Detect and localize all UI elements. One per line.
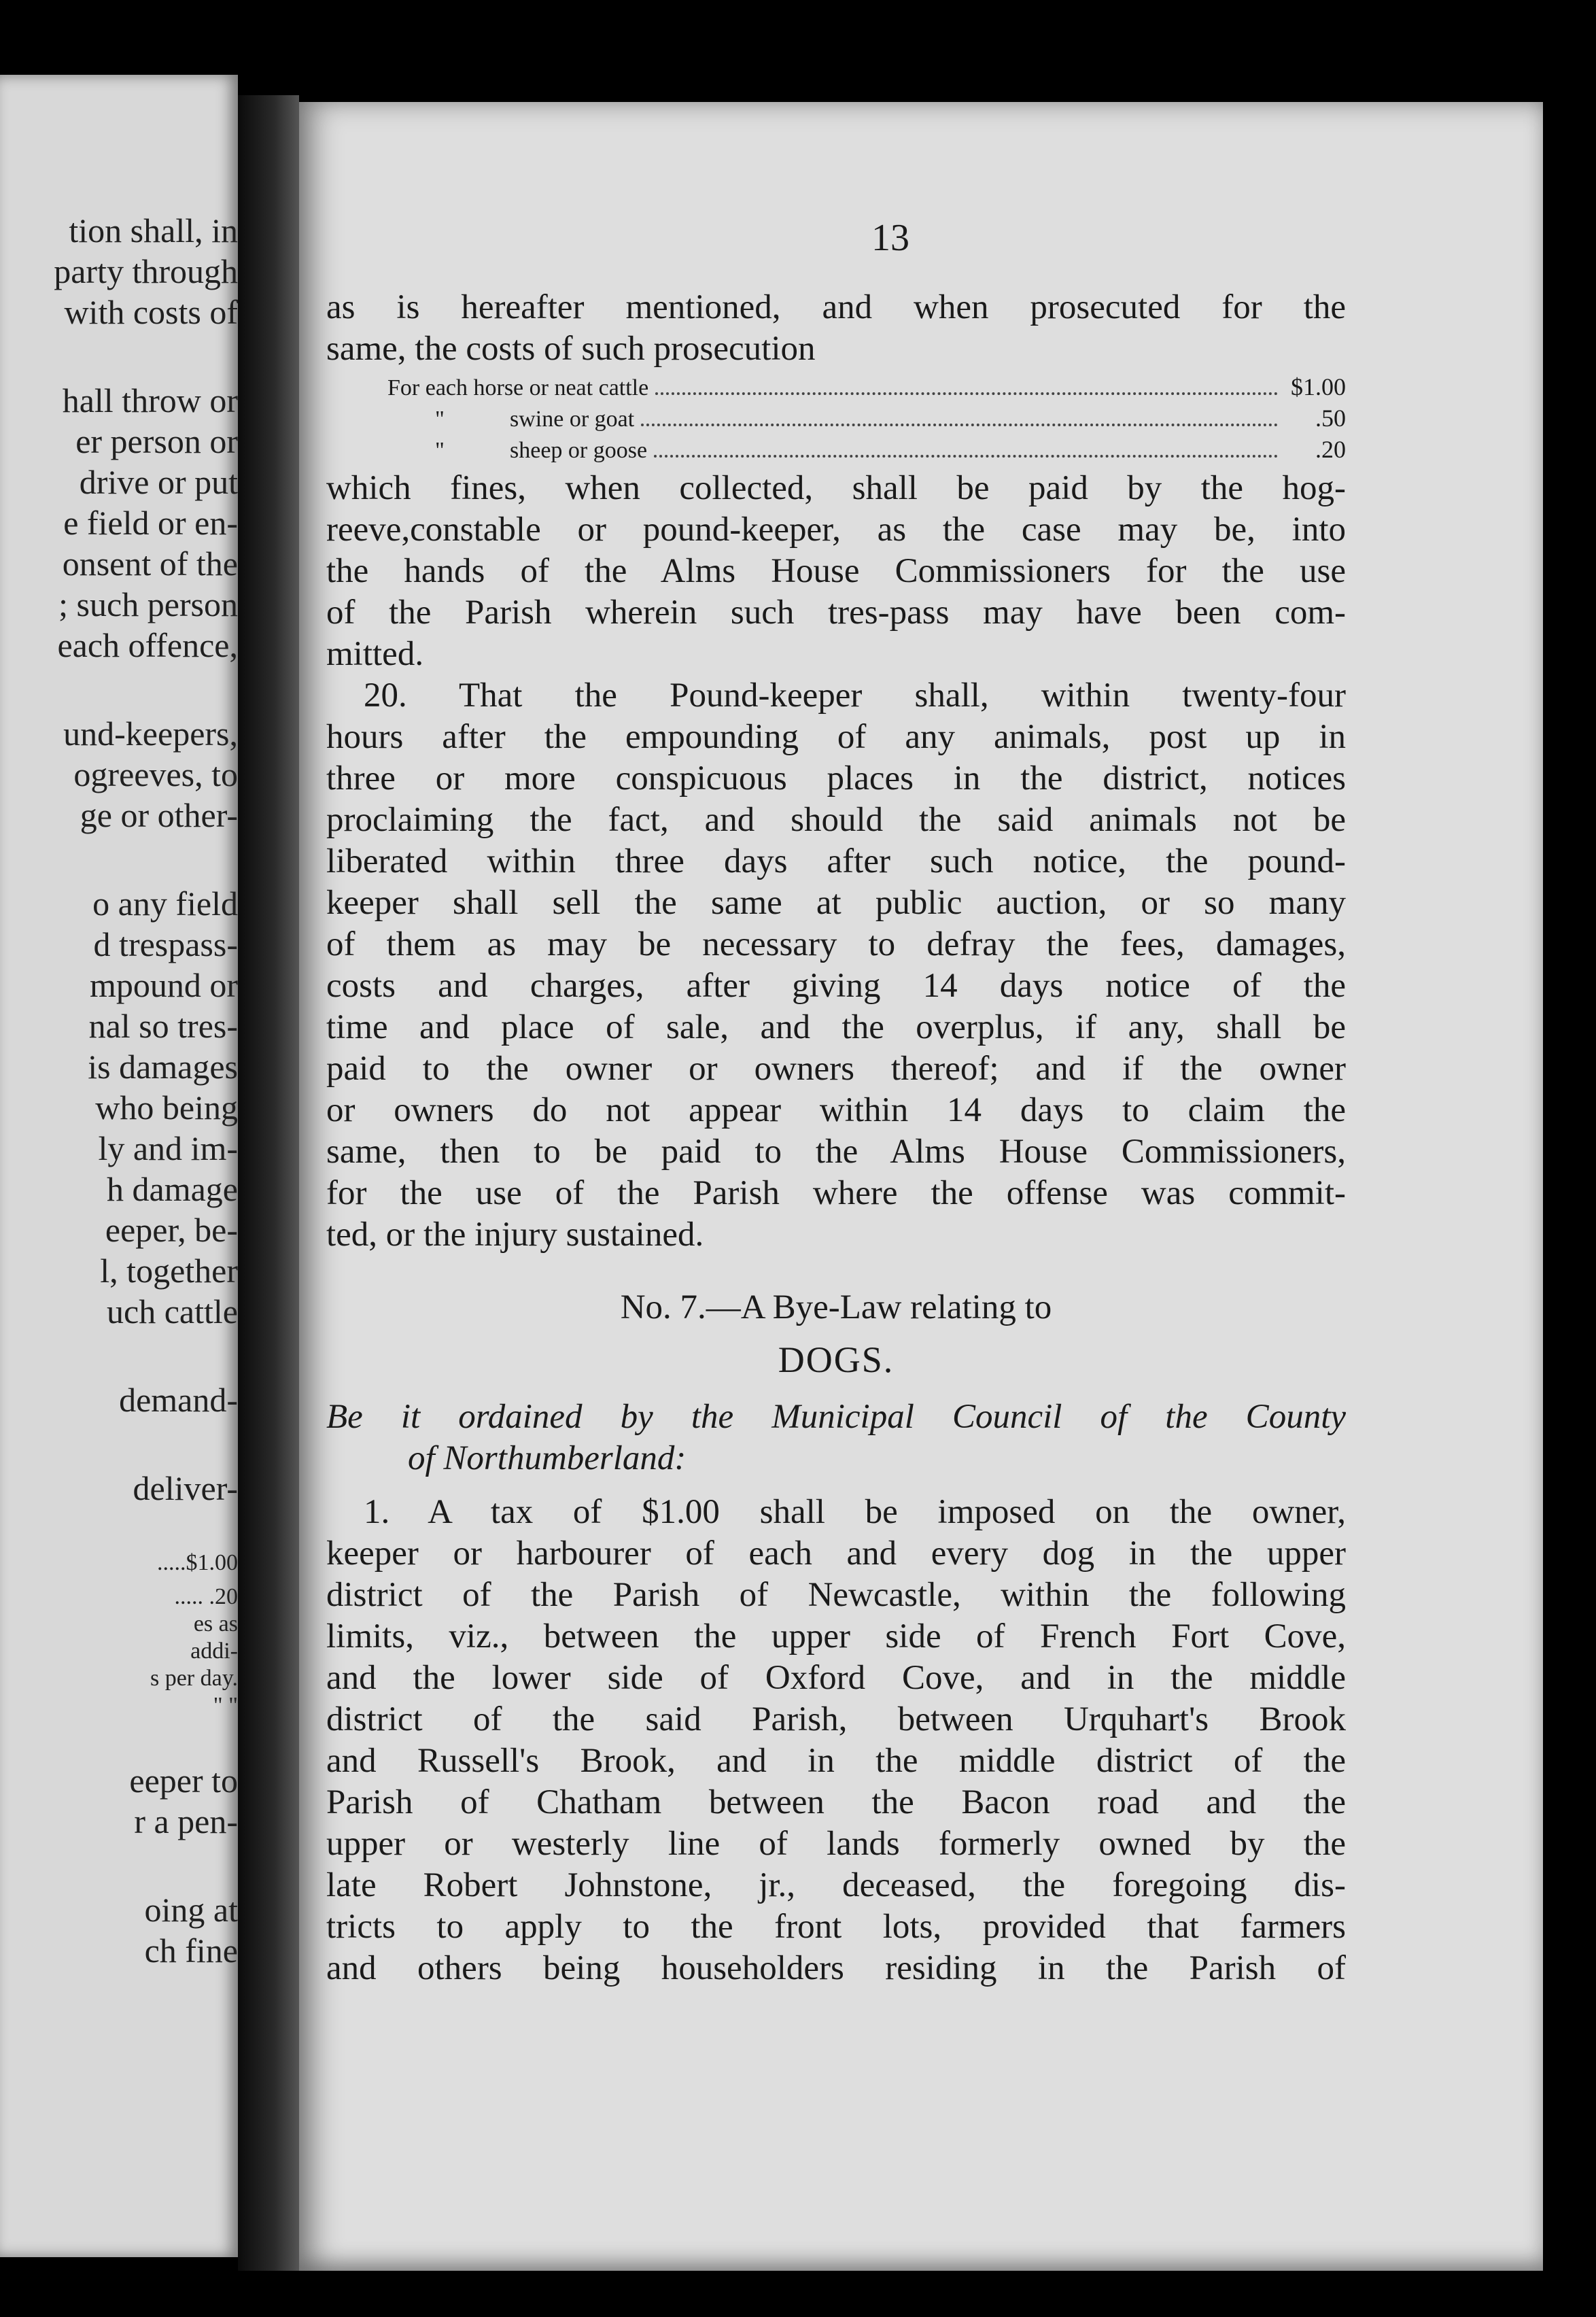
fragment-line: nal so tres- bbox=[88, 1007, 238, 1045]
fragment-line: e field or en- bbox=[63, 504, 238, 542]
text-line: 20. That the Pound-keeper shall, within twenty-four bbox=[364, 676, 1346, 715]
fragment-line: tion shall, in bbox=[69, 211, 238, 250]
text-line: mitted. bbox=[326, 635, 424, 673]
text-line: ted, or the injury sustained. bbox=[326, 1216, 704, 1254]
fragment-line: ..... .20 bbox=[174, 1584, 238, 1609]
fragment-line: eeper to bbox=[129, 1762, 238, 1800]
page-number: 13 bbox=[871, 217, 909, 259]
text-line: or owners do not appear within 14 days to claim the bbox=[326, 1091, 1346, 1129]
fragment-line: onsent of the bbox=[62, 545, 238, 583]
text-line: tricts to apply to the front lots, provided that farmers bbox=[326, 1908, 1346, 1946]
section-20 bbox=[326, 675, 1346, 1256]
text-line: for the use of the Parish where the offense was commit- bbox=[326, 1174, 1346, 1212]
text-line: keeper or harbourer of each and every dog in the upper bbox=[326, 1534, 1346, 1573]
text-line: which fines, when collected, shall be paid by the hog- bbox=[326, 469, 1346, 507]
text-line: same, the costs of such prosecution bbox=[326, 330, 816, 368]
text-line: hours after the empounding of any animals, post up in bbox=[326, 718, 1346, 756]
text-line: late Robert Johnstone, jr., deceased, the foregoing dis- bbox=[326, 1866, 1346, 1904]
leader-dots bbox=[654, 455, 1278, 458]
text-line: Parish of Chatham between the Bacon road and the bbox=[326, 1783, 1346, 1821]
text-line: same, then to be paid to the Alms House Commissioners, bbox=[326, 1133, 1346, 1171]
fee-schedule bbox=[387, 373, 1346, 466]
fragment-line: party through bbox=[54, 252, 238, 290]
text-line: district of the Parish of Newcastle, within the following bbox=[326, 1576, 1346, 1614]
text-line: of them as may be necessary to defray the fees, damages, bbox=[326, 925, 1346, 963]
fragment-line: und-keepers, bbox=[63, 715, 238, 753]
fragment-line: deliver- bbox=[133, 1469, 238, 1507]
fragment-line: drive or put bbox=[79, 463, 238, 501]
text-line: limits, viz., between the upper side of French Fort Cove, bbox=[326, 1617, 1346, 1655]
fragment-line: mpound or bbox=[89, 966, 238, 1004]
fee-row bbox=[387, 373, 1346, 404]
fragment-line: s per day. bbox=[150, 1666, 238, 1691]
leader-dots bbox=[655, 392, 1278, 395]
paragraph-fines bbox=[326, 468, 1346, 675]
text-line: liberated within three days after such notice, the pound- bbox=[326, 842, 1346, 880]
text-line: district of the said Parish, between Urquhart's Brook bbox=[326, 1700, 1346, 1738]
fragment-line: who being bbox=[95, 1088, 238, 1127]
fee-label: sheep or goose bbox=[510, 438, 648, 463]
text-line: time and place of sale, and the overplus, if any, shall be bbox=[326, 1008, 1346, 1046]
ordaining-clause bbox=[326, 1396, 1346, 1479]
fee-amount: .50 bbox=[1315, 405, 1346, 432]
fee-row bbox=[387, 435, 1346, 466]
fragment-line: uch cattle bbox=[107, 1292, 238, 1331]
paragraph-prosecution-costs bbox=[326, 287, 1346, 370]
page-body bbox=[326, 287, 1346, 1989]
fragment-line: demand- bbox=[119, 1381, 238, 1419]
fragment-line: ogreeves, to bbox=[73, 755, 238, 793]
fee-amount: .20 bbox=[1315, 436, 1346, 463]
fragment-line: " " bbox=[213, 1693, 238, 1718]
fee-label: For each horse or neat cattle bbox=[387, 375, 649, 400]
text-line: Be it ordained by the Municipal Council of the County bbox=[326, 1398, 1346, 1436]
fragment-line: r a pen- bbox=[134, 1802, 238, 1840]
fragment-line: h damage bbox=[107, 1170, 238, 1208]
fragment-line: o any field bbox=[92, 885, 238, 923]
text-line: upper or westerly line of lands formerly owned by the bbox=[326, 1825, 1346, 1863]
fragment-line: hall throw or bbox=[62, 381, 238, 419]
fragment-line: each offence, bbox=[57, 626, 238, 664]
bylaw-subject: DOGS. bbox=[778, 1339, 895, 1380]
fee-amount: $1.00 bbox=[1291, 373, 1346, 400]
fragment-line: with costs of bbox=[64, 293, 238, 331]
text-line: of Northumberland: bbox=[408, 1439, 687, 1477]
fragment-line: addi- bbox=[190, 1638, 238, 1664]
text-line: proclaiming the fact, and should the said animals not be bbox=[326, 801, 1346, 839]
ditto-mark: " bbox=[435, 407, 445, 432]
ditto-mark: " bbox=[435, 438, 445, 463]
page-13 bbox=[299, 102, 1543, 2271]
fragment-line: ly and im- bbox=[98, 1129, 238, 1167]
text-line: and the lower side of Oxford Cove, and in the middle bbox=[326, 1659, 1346, 1697]
text-line: the hands of the Alms House Commissioners for the use bbox=[326, 552, 1346, 590]
leader-dots bbox=[641, 424, 1278, 426]
fragment-line: d trespass- bbox=[93, 925, 238, 963]
left-page-fragment bbox=[0, 75, 238, 2257]
section-1 bbox=[326, 1492, 1346, 1989]
text-line: costs and charges, after giving 14 days notice of the bbox=[326, 967, 1346, 1005]
text-line: keeper shall sell the same at public auction, or so many bbox=[326, 884, 1346, 922]
text-line: paid to the owner or owners thereof; and if the owner bbox=[326, 1050, 1346, 1088]
text-line: 1. A tax of $1.00 shall be imposed on the owner, bbox=[364, 1493, 1346, 1531]
fragment-line: .....$1.00 bbox=[157, 1550, 238, 1575]
text-line: and Russell's Brook, and in the middle district of the bbox=[326, 1742, 1346, 1780]
fragment-line: ; such person bbox=[58, 585, 238, 623]
fragment-line: es as bbox=[193, 1611, 238, 1636]
fee-row bbox=[387, 404, 1346, 435]
fragment-line: er person or bbox=[75, 422, 238, 460]
fragment-line: ch fine bbox=[144, 1932, 238, 1970]
fragment-line: is damages bbox=[88, 1048, 238, 1086]
fragment-line: eeper, be- bbox=[105, 1211, 238, 1249]
text-line: of the Parish wherein such tres-pass may have been com- bbox=[326, 594, 1346, 632]
book-binding-gutter bbox=[238, 95, 299, 2271]
bylaw-heading: No. 7.—A Bye-Law relating to bbox=[620, 1288, 1052, 1326]
fragment-line: oing at bbox=[144, 1891, 238, 1929]
fragment-line: l, together bbox=[100, 1252, 238, 1290]
text-line: reeve,constable or pound-keeper, as the case may be, into bbox=[326, 511, 1346, 549]
text-line: as is hereafter mentioned, and when prosecuted for the bbox=[326, 288, 1346, 326]
fee-label: swine or goat bbox=[510, 407, 635, 432]
fragment-line: ge or other- bbox=[80, 796, 238, 834]
text-line: and others being householders residing in the Parish of bbox=[326, 1949, 1346, 1987]
text-line: three or more conspicuous places in the district, notices bbox=[326, 759, 1346, 797]
